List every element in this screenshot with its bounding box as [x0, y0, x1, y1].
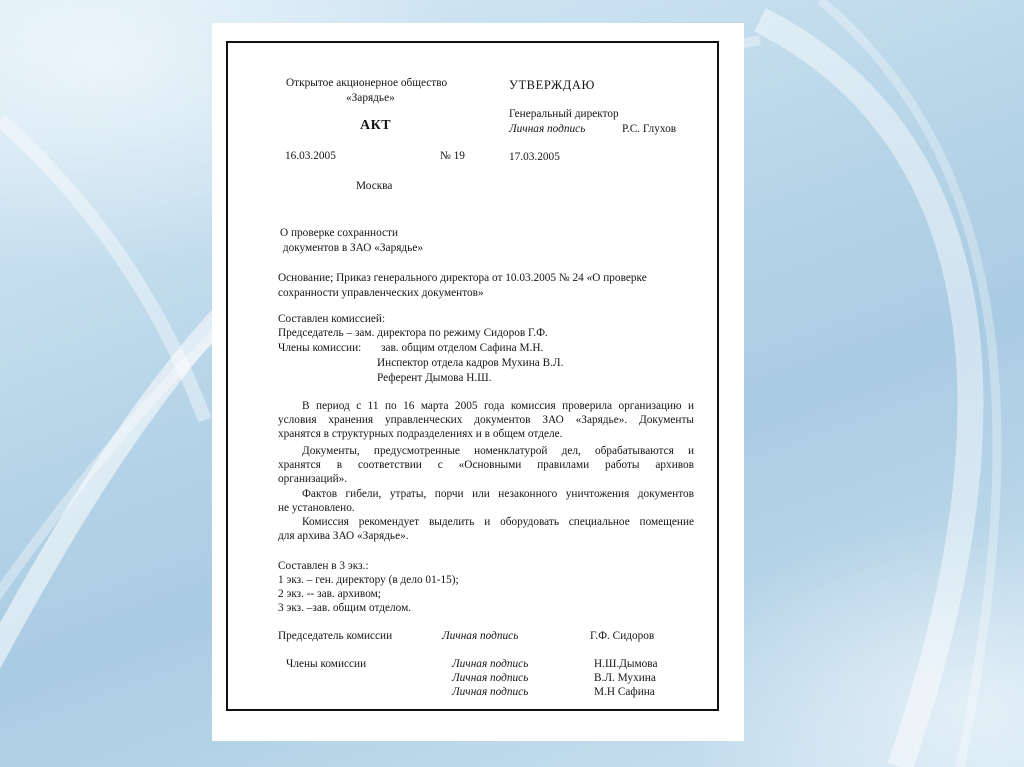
subject-line2: документов в ЗАО «Зарядье»: [280, 242, 423, 254]
approver-title: Генеральный директор: [509, 108, 619, 120]
member-1-signature: Личная подпись: [452, 658, 529, 670]
chair-signature: Личная подпись: [442, 630, 519, 642]
member-3-name: М.Н Сафина: [594, 686, 655, 698]
member-1-name: Н.Ш.Дымова: [594, 658, 658, 670]
commission-members-label: Члены комиссии:: [278, 342, 362, 354]
body-p3-line1: Фактов гибели, утраты, порчи или незаконного уничтожения документов: [302, 488, 694, 500]
approver-name: Р.С. Глухов: [622, 123, 677, 135]
copy-3: 3 экз. –зав. общим отделом.: [278, 602, 412, 614]
body-p1-line1: В период с 11 по 16 марта 2005 года комиссия проверила организацию и: [302, 400, 694, 412]
org-name-line2: «Зарядье»: [346, 92, 395, 104]
member-2-name: В.Л. Мухина: [594, 672, 656, 684]
body-p2-line1: Документы, предусмотренные номенклатурой дел, обрабатываются и: [302, 445, 694, 457]
subject-line1: О проверке сохранности: [280, 227, 399, 239]
document-city: Москва: [356, 180, 393, 192]
body-p2-line2: хранятся в соответствии с «Основными правилами работы архивов: [278, 459, 694, 471]
body-p4-line2: для архива ЗАО «Зарядье».: [278, 530, 409, 542]
commission-member-2: Инспектор отдела кадров Мухина В.Л.: [377, 357, 564, 369]
member-2-signature: Личная подпись: [452, 672, 529, 684]
members-signature-label: Члены комиссии: [286, 658, 367, 670]
member-3-signature: Личная подпись: [452, 686, 529, 698]
body-p1-line3: хранятся в структурных подразделениях и в общем отделе.: [278, 428, 563, 440]
approve-date: 17.03.2005: [509, 151, 560, 163]
basis-line1: Основание; Приказ генерального директора от 10.03.2005 № 24 «О проверке: [278, 272, 647, 284]
approver-signature: Личная подпись: [509, 123, 586, 135]
commission-member-3: Референт Дымова Н.Ш.: [377, 372, 492, 384]
commission-heading: Составлен комиссией:: [278, 313, 386, 325]
body-p1-line2: условия хранения управленческих документов ЗАО «Зарядье». Документы: [278, 414, 694, 426]
document-date: 16.03.2005: [285, 150, 336, 162]
chair-signature-name: Г.Ф. Сидоров: [590, 630, 655, 642]
basis-line2: сохранности управленческих документов»: [278, 287, 484, 299]
org-name-line1: Открытое акционерное общество: [286, 77, 448, 89]
approve-stamp: УТВЕРЖДАЮ: [509, 78, 595, 92]
copy-2: 2 экз. -- зав. архивом;: [278, 588, 381, 600]
document-number: № 19: [440, 150, 465, 162]
copies-heading: Составлен в 3 экз.:: [278, 560, 369, 572]
copy-1: 1 экз. – ген. директору (в дело 01-15);: [278, 574, 459, 586]
document-title: АКТ: [360, 118, 392, 133]
commission-member-1: зав. общим отделом Сафина М.Н.: [381, 342, 544, 354]
chair-signature-label: Председатель комиссии: [278, 630, 393, 642]
body-p2-line3: организаций».: [278, 473, 348, 485]
commission-chair: Председатель – зам. директора по режиму Сидоров Г.Ф.: [278, 327, 548, 339]
body-p3-line2: не установлено.: [278, 502, 355, 514]
body-p4-line1: Комиссия рекомендует выделить и оборудовать специальное помещение: [302, 516, 694, 528]
